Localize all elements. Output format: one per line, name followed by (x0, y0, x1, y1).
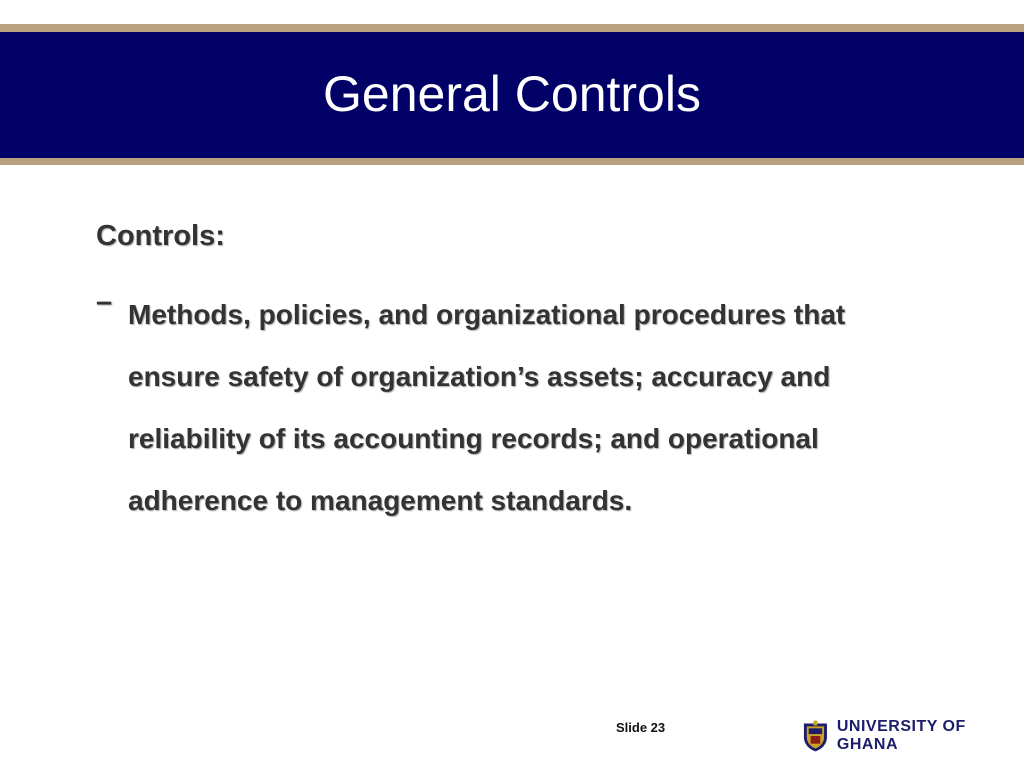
bullet-marker: – (96, 286, 113, 318)
section-heading: Controls: (96, 220, 225, 252)
slide-number: Slide 23 (616, 720, 666, 735)
bullet-text: Methods, policies, and organizational procedures that ensure safety of organization’s assets; accuracy and reliability of its accounting records; and operational adherence to management standards. (128, 299, 846, 516)
university-name: UNIVERSITY OF GHANA (836, 718, 966, 753)
slide-title: General Controls (323, 66, 701, 122)
university-crest-icon (802, 719, 829, 753)
header-top-rule (0, 24, 1024, 32)
university-logo (802, 718, 1024, 754)
header-bottom-rule (0, 158, 1024, 165)
